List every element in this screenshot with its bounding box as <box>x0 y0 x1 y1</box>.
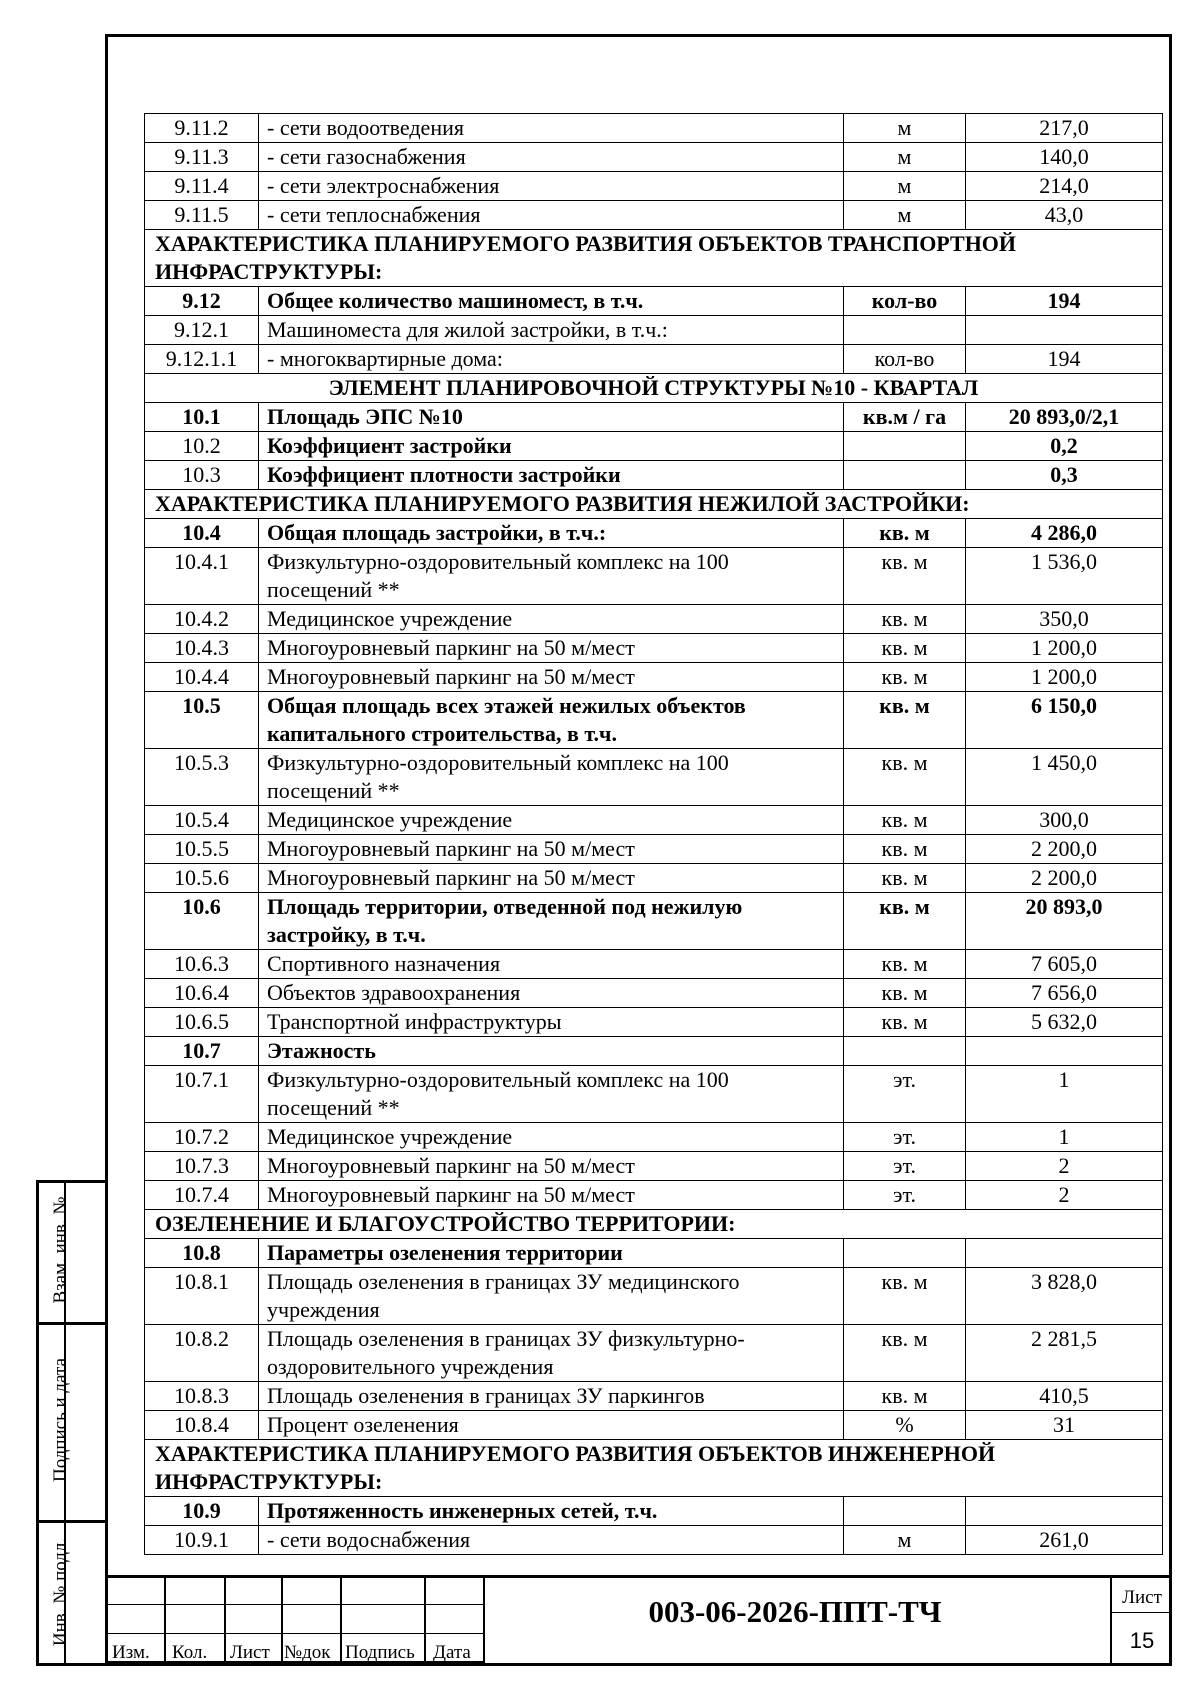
section-header: ЭЛЕМЕНТ ПЛАНИРОВОЧНОЙ СТРУКТУРЫ №10 - КВАРТАЛ <box>145 374 1163 403</box>
row-value: 194 <box>966 287 1163 316</box>
row-name: Медицинское учреждение <box>259 605 844 634</box>
row-number: 9.12.1 <box>145 316 259 345</box>
row-name: Площадь озеленения в границах ЗУ медицинского учреждения <box>259 1268 844 1325</box>
row-value: 1 536,0 <box>966 548 1163 605</box>
table-row <box>145 634 1163 663</box>
table-row <box>145 1152 1163 1181</box>
row-number: 10.7.1 <box>145 1066 259 1123</box>
row-value: 2 200,0 <box>966 864 1163 893</box>
row-number: 10.5.4 <box>145 806 259 835</box>
row-unit: м <box>844 1526 966 1555</box>
row-value: 31 <box>966 1411 1163 1440</box>
row-unit: кв. м <box>844 663 966 692</box>
row-unit: кв. м <box>844 749 966 806</box>
row-number: 10.8.1 <box>145 1268 259 1325</box>
row-unit: м <box>844 172 966 201</box>
table-row <box>145 287 1163 316</box>
row-name: Объектов здравоохранения <box>259 979 844 1008</box>
row-unit: м <box>844 201 966 230</box>
row-value: 350,0 <box>966 605 1163 634</box>
row-name: Многоуровневый паркинг на 50 м/мест <box>259 1181 844 1210</box>
row-name: Многоуровневый паркинг на 50 м/мест <box>259 1152 844 1181</box>
row-number: 10.7.2 <box>145 1123 259 1152</box>
row-unit: кв. м <box>844 1325 966 1382</box>
row-number: 10.4.2 <box>145 605 259 634</box>
table-row <box>145 1411 1163 1440</box>
row-value: 5 632,0 <box>966 1008 1163 1037</box>
row-name: Физкультурно-оздоровительный комплекс на 100 посещений ** <box>259 749 844 806</box>
parameters-table <box>144 113 1163 1555</box>
stamp-col-change: Изм. <box>112 1642 150 1663</box>
row-value: 2 200,0 <box>966 835 1163 864</box>
table-row <box>145 1123 1163 1152</box>
row-name: Коэффициент застройки <box>259 432 844 461</box>
row-name: Многоуровневый паркинг на 50 м/мест <box>259 864 844 893</box>
table-row <box>145 1526 1163 1555</box>
table-row <box>145 1382 1163 1411</box>
side-stamp-inv-replace: Взам. инв. № <box>50 1196 71 1304</box>
row-number: 10.7.3 <box>145 1152 259 1181</box>
row-value: 214,0 <box>966 172 1163 201</box>
row-number: 9.11.4 <box>145 172 259 201</box>
row-number: 10.8 <box>145 1239 259 1268</box>
row-name: Площадь озеленения в границах ЗУ физкультурно-оздоровительного учреждения <box>259 1325 844 1382</box>
table-row <box>145 345 1163 374</box>
row-number: 10.5.3 <box>145 749 259 806</box>
row-unit: м <box>844 114 966 143</box>
row-value: 4 286,0 <box>966 519 1163 548</box>
row-unit: кв. м <box>844 692 966 749</box>
table-row <box>145 143 1163 172</box>
table-row <box>145 1268 1163 1325</box>
section-header: ОЗЕЛЕНЕНИЕ И БЛАГОУСТРОЙСТВО ТЕРРИТОРИИ: <box>145 1210 1163 1239</box>
table-row <box>145 806 1163 835</box>
table-row <box>145 316 1163 345</box>
row-unit <box>844 461 966 490</box>
row-name: Физкультурно-оздоровительный комплекс на 100 посещений ** <box>259 548 844 605</box>
row-number: 10.5.6 <box>145 864 259 893</box>
row-number: 10.8.3 <box>145 1382 259 1411</box>
row-value: 0,3 <box>966 461 1163 490</box>
table-row <box>145 114 1163 143</box>
table-row <box>145 692 1163 749</box>
table-row <box>145 1008 1163 1037</box>
section-header-row <box>145 1210 1163 1239</box>
row-name: Площадь озеленения в границах ЗУ паркингов <box>259 1382 844 1411</box>
table-row <box>145 864 1163 893</box>
section-header-row <box>145 490 1163 519</box>
section-header-row <box>145 1440 1163 1497</box>
stamp-col-signature: Подпись <box>345 1642 415 1663</box>
stamp-col-sheet: Лист <box>230 1642 270 1663</box>
row-name: Коэффициент плотности застройки <box>259 461 844 490</box>
row-number: 10.5.5 <box>145 835 259 864</box>
row-value: 0,2 <box>966 432 1163 461</box>
row-value: 3 828,0 <box>966 1268 1163 1325</box>
row-name: Площадь ЭПС №10 <box>259 403 844 432</box>
row-unit: м <box>844 143 966 172</box>
row-name: Процент озеленения <box>259 1411 844 1440</box>
row-unit: кв.м / га <box>844 403 966 432</box>
row-name: Общее количество машиномест, в т.ч. <box>259 287 844 316</box>
row-number: 10.6.3 <box>145 950 259 979</box>
row-unit: эт. <box>844 1123 966 1152</box>
row-number: 10.8.2 <box>145 1325 259 1382</box>
side-stamp-sign-date: Подпись и дата <box>50 1357 71 1483</box>
row-number: 10.6 <box>145 893 259 950</box>
row-value: 2 281,5 <box>966 1325 1163 1382</box>
row-number: 10.4.3 <box>145 634 259 663</box>
row-unit <box>844 316 966 345</box>
row-number: 10.8.4 <box>145 1411 259 1440</box>
row-value: 20 893,0 <box>966 893 1163 950</box>
side-stamp-inv-original: Инв. № подл. <box>50 1537 71 1647</box>
row-value: 1 <box>966 1123 1163 1152</box>
row-unit: кв. м <box>844 519 966 548</box>
row-name: Многоуровневый паркинг на 50 м/мест <box>259 835 844 864</box>
table-row <box>145 548 1163 605</box>
row-number: 10.4 <box>145 519 259 548</box>
row-unit: кв. м <box>844 950 966 979</box>
table-row <box>145 403 1163 432</box>
row-number: 10.9 <box>145 1497 259 1526</box>
row-unit <box>844 1497 966 1526</box>
row-value: 2 <box>966 1181 1163 1210</box>
row-number: 9.12 <box>145 287 259 316</box>
section-header: ХАРАКТЕРИСТИКА ПЛАНИРУЕМОГО РАЗВИТИЯ ОБЪЕКТОВ ТРАНСПОРТНОЙ ИНФРАСТРУКТУРЫ: <box>145 230 1163 287</box>
table-row <box>145 1037 1163 1066</box>
row-value <box>966 1497 1163 1526</box>
row-value: 410,5 <box>966 1382 1163 1411</box>
row-unit: кв. м <box>844 1008 966 1037</box>
table-row <box>145 432 1163 461</box>
table-row <box>145 172 1163 201</box>
row-unit: кв. м <box>844 548 966 605</box>
row-unit <box>844 432 966 461</box>
row-value <box>966 1037 1163 1066</box>
row-number: 10.6.4 <box>145 979 259 1008</box>
row-value: 7 656,0 <box>966 979 1163 1008</box>
row-name: Этажность <box>259 1037 844 1066</box>
section-header-row <box>145 374 1163 403</box>
row-value: 1 200,0 <box>966 634 1163 663</box>
table-row <box>145 835 1163 864</box>
row-name: Многоуровневый паркинг на 50 м/мест <box>259 634 844 663</box>
row-unit: эт. <box>844 1066 966 1123</box>
row-number: 10.7.4 <box>145 1181 259 1210</box>
row-number: 10.7 <box>145 1037 259 1066</box>
row-name: Общая площадь всех этажей нежилых объектов капитального строительства, в т.ч. <box>259 692 844 749</box>
row-name: Параметры озеленения территории <box>259 1239 844 1268</box>
stamp-col-quantity: Кол. <box>172 1642 208 1663</box>
row-value: 20 893,0/2,1 <box>966 403 1163 432</box>
row-name: Транспортной инфраструктуры <box>259 1008 844 1037</box>
row-number: 9.11.3 <box>145 143 259 172</box>
row-number: 10.2 <box>145 432 259 461</box>
row-value: 7 605,0 <box>966 950 1163 979</box>
row-value: 300,0 <box>966 806 1163 835</box>
row-unit: кв. м <box>844 806 966 835</box>
sheet-label: Лист <box>1122 1587 1162 1608</box>
row-value: 140,0 <box>966 143 1163 172</box>
table-row <box>145 201 1163 230</box>
table-row <box>145 1497 1163 1526</box>
row-value: 2 <box>966 1152 1163 1181</box>
row-name: Общая площадь застройки, в т.ч.: <box>259 519 844 548</box>
row-name: Медицинское учреждение <box>259 806 844 835</box>
row-name: Физкультурно-оздоровительный комплекс на 100 посещений ** <box>259 1066 844 1123</box>
stamp-col-date: Дата <box>433 1642 471 1663</box>
row-value: 1 <box>966 1066 1163 1123</box>
row-unit: кв. м <box>844 979 966 1008</box>
row-name: Площадь территории, отведенной под нежилую застройку, в т.ч. <box>259 893 844 950</box>
row-number: 9.12.1.1 <box>145 345 259 374</box>
row-number: 10.5 <box>145 692 259 749</box>
row-unit: кв. м <box>844 835 966 864</box>
row-name: Машиноместа для жилой застройки, в т.ч.: <box>259 316 844 345</box>
row-name: Протяженность инженерных сетей, т.ч. <box>259 1497 844 1526</box>
row-unit: кв. м <box>844 605 966 634</box>
row-value: 217,0 <box>966 114 1163 143</box>
row-name: - сети водоотведения <box>259 114 844 143</box>
row-unit: кв. м <box>844 634 966 663</box>
row-value: 194 <box>966 345 1163 374</box>
row-name: - многоквартирные дома: <box>259 345 844 374</box>
row-number: 9.11.5 <box>145 201 259 230</box>
row-value <box>966 1239 1163 1268</box>
row-unit: кв. м <box>844 1382 966 1411</box>
table-row <box>145 893 1163 950</box>
row-name: - сети водоснабжения <box>259 1526 844 1555</box>
row-name: - сети электроснабжения <box>259 172 844 201</box>
section-header: ХАРАКТЕРИСТИКА ПЛАНИРУЕМОГО РАЗВИТИЯ НЕЖИЛОЙ ЗАСТРОЙКИ: <box>145 490 1163 519</box>
stamp-col-doc-number: №док <box>284 1642 331 1663</box>
section-header: ХАРАКТЕРИСТИКА ПЛАНИРУЕМОГО РАЗВИТИЯ ОБЪЕКТОВ ИНЖЕНЕРНОЙ ИНФРАСТРУКТУРЫ: <box>145 1440 1163 1497</box>
sheet-number: 15 <box>1129 1628 1155 1653</box>
row-number: 10.9.1 <box>145 1526 259 1555</box>
row-unit: кол-во <box>844 345 966 374</box>
row-unit: эт. <box>844 1152 966 1181</box>
row-value: 261,0 <box>966 1526 1163 1555</box>
row-number: 10.3 <box>145 461 259 490</box>
row-unit <box>844 1037 966 1066</box>
row-name: Спортивного назначения <box>259 950 844 979</box>
row-unit: кв. м <box>844 1268 966 1325</box>
row-name: Многоуровневый паркинг на 50 м/мест <box>259 663 844 692</box>
section-header-row <box>145 230 1163 287</box>
table-row <box>145 519 1163 548</box>
table-row <box>145 749 1163 806</box>
row-number: 10.4.4 <box>145 663 259 692</box>
row-unit: % <box>844 1411 966 1440</box>
row-unit: кв. м <box>844 893 966 950</box>
row-name: - сети теплоснабжения <box>259 201 844 230</box>
table-row <box>145 1239 1163 1268</box>
row-number: 10.1 <box>145 403 259 432</box>
row-unit: кв. м <box>844 864 966 893</box>
table-row <box>145 950 1163 979</box>
row-value: 6 150,0 <box>966 692 1163 749</box>
row-number: 10.4.1 <box>145 548 259 605</box>
table-row <box>145 1181 1163 1210</box>
table-row <box>145 605 1163 634</box>
row-number: 9.11.2 <box>145 114 259 143</box>
row-unit: кол-во <box>844 287 966 316</box>
row-unit <box>844 1239 966 1268</box>
row-name: - сети газоснабжения <box>259 143 844 172</box>
table-row <box>145 1066 1163 1123</box>
row-unit: эт. <box>844 1181 966 1210</box>
row-name: Медицинское учреждение <box>259 1123 844 1152</box>
table-row <box>145 979 1163 1008</box>
table-row <box>145 1325 1163 1382</box>
row-value: 1 200,0 <box>966 663 1163 692</box>
row-number: 10.6.5 <box>145 1008 259 1037</box>
row-value <box>966 316 1163 345</box>
table-row <box>145 461 1163 490</box>
row-value: 1 450,0 <box>966 749 1163 806</box>
document-code: 003-06-2026-ППТ-ТЧ <box>648 1594 942 1629</box>
row-value: 43,0 <box>966 201 1163 230</box>
table-row <box>145 663 1163 692</box>
